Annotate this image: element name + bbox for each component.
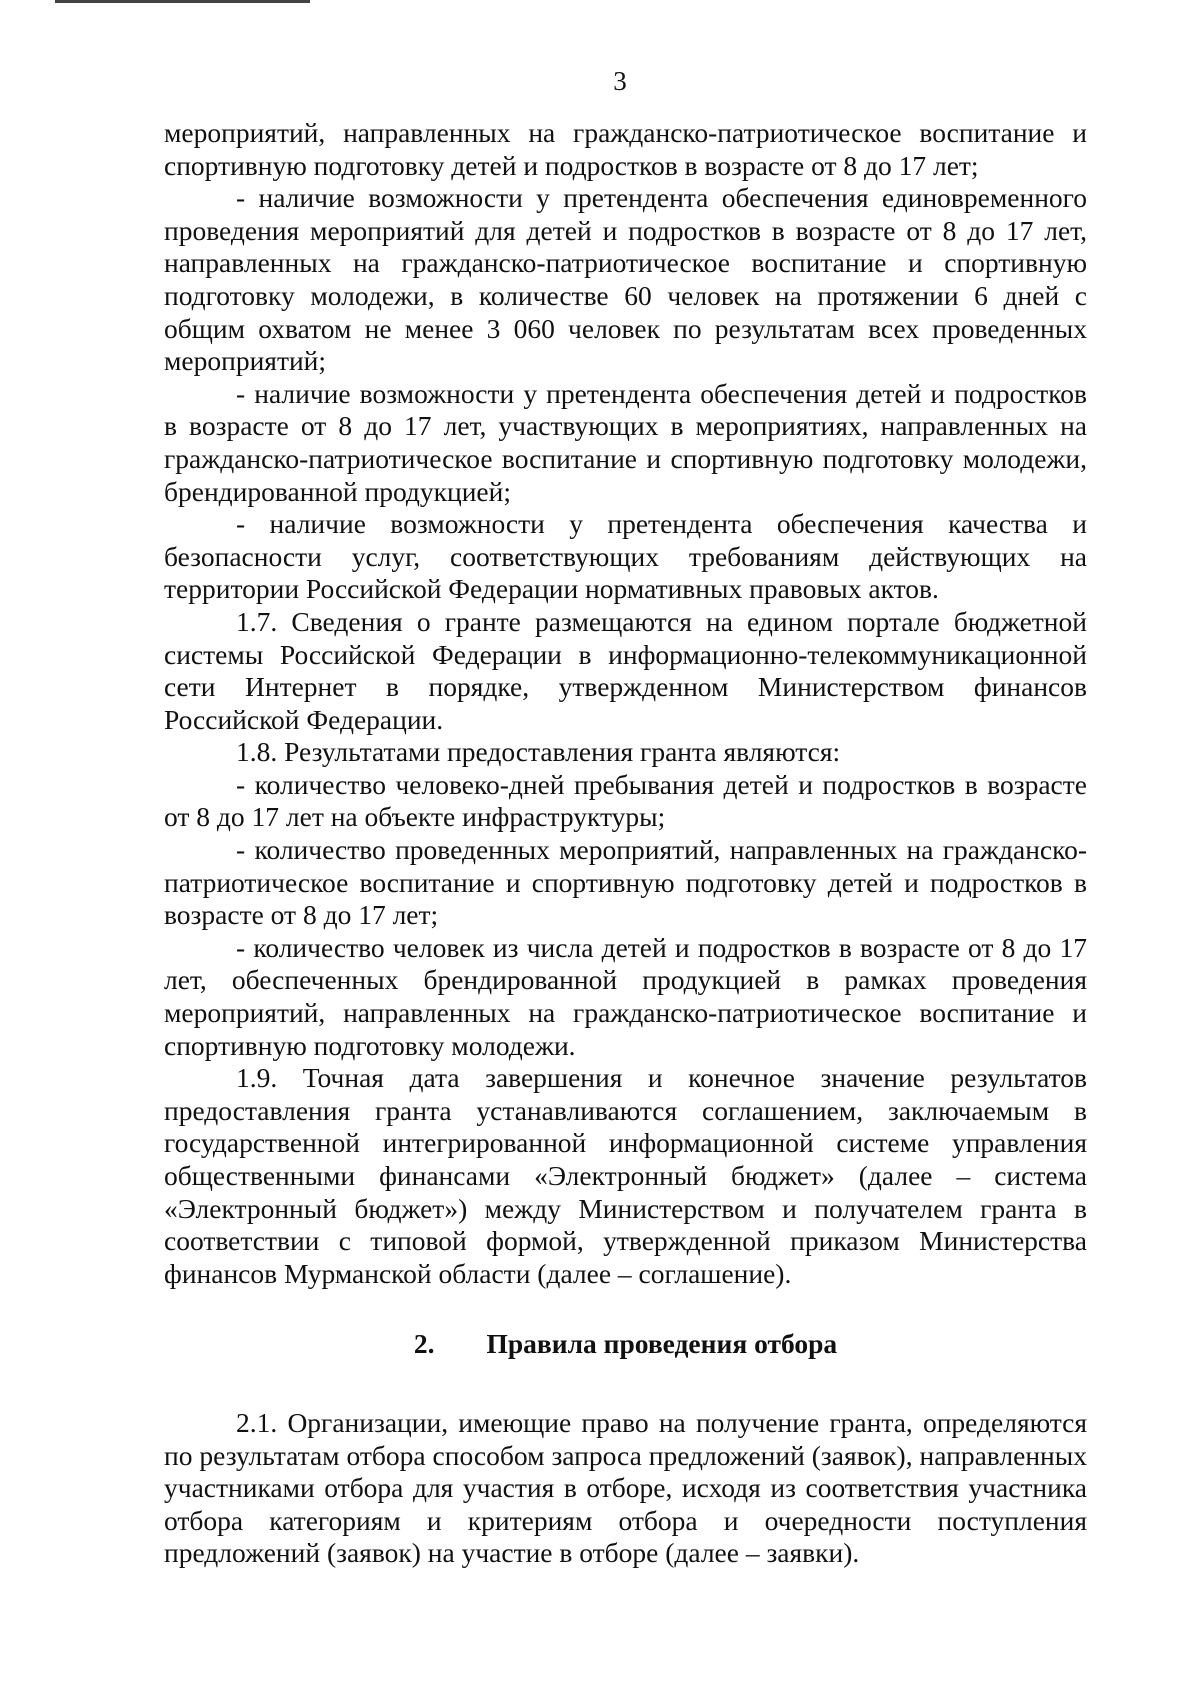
paragraph: 1.7. Сведения о гранте размещаются на едином портале бюджетной системы Российской Федерации в информационно-телекоммуникационной сети Интернет в порядке, утвержденном Министерством финансов Российской Федерации.: [164, 605, 1087, 735]
paragraph: мероприятий, направленных на гражданско-патриотическое воспитание и спортивную подготовку детей и подростков в возрасте от 8 до 17 лет;: [164, 117, 1087, 181]
paragraph: - количество проведенных мероприятий, направленных на гражданско-патриотическое воспитание и спортивную подготовку детей и подростков в возрасте от 8 до 17 лет;: [164, 834, 1087, 931]
scan-edge-mark: [55, 0, 310, 3]
paragraph: - количество человек из числа детей и подростков в возрасте от 8 до 17 лет, обеспеченных брендированной продукцией в рамках проведения мероприятий, направленных на гражданско-патриотическое воспитание и спортивную подготовку молодежи.: [164, 931, 1087, 1061]
section-title: Правила проведения отбора: [486, 1328, 838, 1360]
paragraph: - наличие возможности у претендента обеспечения детей и подростков в возрасте от 8 до 17 лет, участвующих в мероприятиях, направленных на гражданско-патриотическое воспитание и спортивную подготовку молодежи, брендированной продукцией;: [164, 377, 1087, 507]
paragraph: - количество человеко-дней пребывания детей и подростков в возрасте от 8 до 17 лет на объекте инфраструктуры;: [164, 768, 1087, 833]
paragraph: - наличие возможности у претендента обеспечения единовременного проведения мероприятий для детей и подростков в возрасте от 8 до 17 лет, направленных на гражданско-патриотическое воспитание и спортивную подготовку молодежи, в количестве 60 человек на протяжении 6 дней с общим охватом не менее 3 060 человек по результатам всех проведенных мероприятий;: [164, 182, 1087, 377]
paragraph: - наличие возможности у претендента обеспечения качества и безопасности услуг, соответствующих требованиям действующих на территории Российской Федерации нормативных правовых актов.: [164, 508, 1087, 605]
paragraph: 1.8. Результатами предоставления гранта являются:: [236, 736, 841, 768]
page-number: 3: [613, 66, 627, 96]
paragraph: 1.9. Точная дата завершения и конечное значение результатов предоставления гранта устанавливаются соглашением, заключаемым в государственной интегрированной информационной системе управления общественными финансами «Электронный бюджет» (далее – система «Электронный бюджет») между Министерством и получателем гранта в соответствии с типовой формой, утвержденной приказом Министерства финансов Мурманской области (далее – соглашение).: [164, 1062, 1087, 1289]
section-number: 2.: [413, 1328, 435, 1360]
document-body: [164, 117, 1087, 1570]
paragraph: 2.1. Организации, имеющие право на получение гранта, определяются по результатам отбора способом запроса предложений (заявок), направленных участниками отбора для участия в отборе, исходя из соответствия участника отбора категориям и критериям отбора и очередности поступления предложений (заявок) на участие в отборе (далее – заявки).: [164, 1406, 1087, 1569]
section-heading: [164, 1328, 1087, 1361]
